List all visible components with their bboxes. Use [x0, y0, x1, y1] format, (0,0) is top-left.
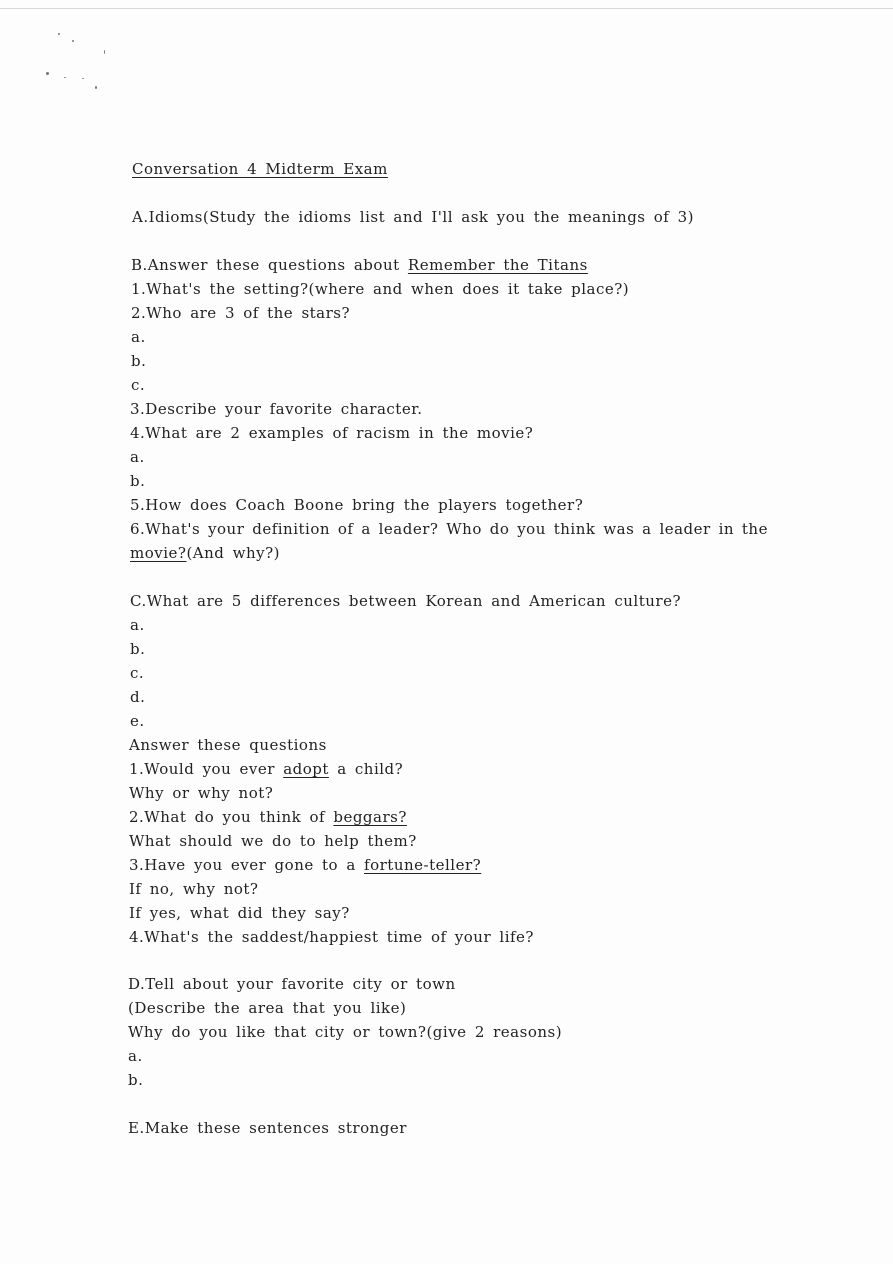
section-b-q3: 3.Describe your favorite character. [130, 400, 423, 418]
answer-line: b. [130, 472, 146, 490]
exam-title: Conversation 4 Midterm Exam [132, 160, 388, 178]
answer-line: b. [128, 1071, 144, 1089]
section-c-q1-follow: Why or why not? [129, 784, 274, 802]
answer-line: a. [131, 328, 146, 346]
answer-line: c. [130, 664, 145, 682]
page-top-edge [0, 8, 893, 9]
answer-line: e. [130, 712, 145, 730]
section-d-why: Why do you like that city or town?(give 2 reasons) [128, 1023, 563, 1041]
answer-line: a. [128, 1047, 143, 1065]
answer-line: b. [130, 640, 146, 658]
section-c-intro: C.What are 5 differences between Korean and American culture? [130, 592, 681, 610]
section-c-q4: 4.What's the saddest/happiest time of your life? [129, 928, 534, 946]
section-c-q2-follow: What should we do to help them? [129, 832, 417, 850]
answer-line: b. [131, 352, 147, 370]
section-b-q6: 6.What's your definition of a leader? Who do you think was a leader in the [130, 520, 768, 538]
answer-line: c. [131, 376, 146, 394]
section-c-q2: 2.What do you think of beggars? [129, 808, 407, 826]
section-b-q5: 5.How does Coach Boone bring the players together? [130, 496, 584, 514]
section-c-q3-no: If no, why not? [129, 880, 259, 898]
answer-line: a. [130, 616, 145, 634]
section-e: E.Make these sentences stronger [128, 1119, 407, 1137]
answer-line: a. [130, 448, 145, 466]
section-a: A.Idioms(Study the idioms list and I'll ask you the meanings of 3) [132, 208, 695, 226]
section-b-q6-cont: movie?(And why?) [130, 544, 281, 562]
section-b-q1: 1.What's the setting?(where and when does it take place?) [131, 280, 630, 298]
answer-line: d. [130, 688, 146, 706]
section-d-intro: D.Tell about your favorite city or town [128, 975, 456, 993]
section-d-describe: (Describe the area that you like) [128, 999, 407, 1017]
section-c-q1: 1.Would you ever adopt a child? [129, 760, 404, 778]
section-b-q2: 2.Who are 3 of the stars? [131, 304, 351, 322]
section-b-q4: 4.What are 2 examples of racism in the movie? [130, 424, 534, 442]
answer-intro: Answer these questions [129, 736, 327, 754]
section-c-q3: 3.Have you ever gone to a fortune-teller? [129, 856, 482, 874]
movie-title: Remember the Titans [407, 256, 588, 274]
section-c-q3-yes: If yes, what did they say? [129, 904, 350, 922]
section-b-intro: B.Answer these questions about Remember the Titans [131, 256, 588, 274]
